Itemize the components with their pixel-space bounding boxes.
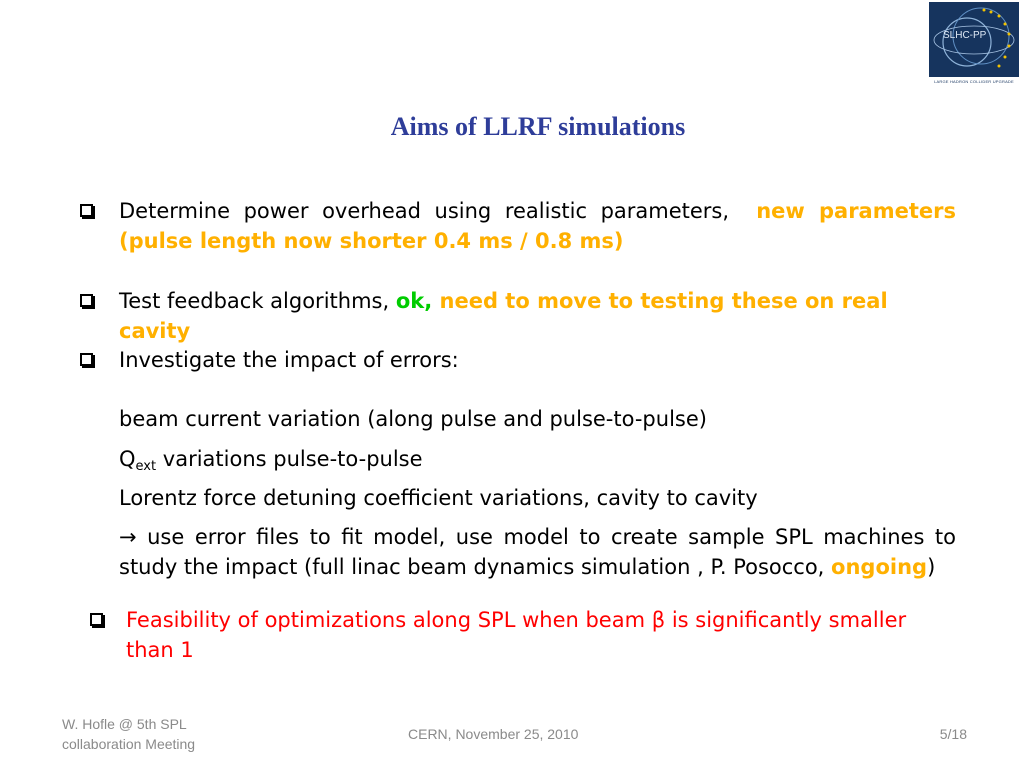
slide-title: Aims of LLRF simulations (390, 112, 686, 141)
sub-item-error-files (119, 522, 956, 582)
highlight-ongoing: ongoing (831, 555, 928, 579)
checkbox-bullet-icon (80, 294, 93, 307)
checkbox-bullet-icon (80, 204, 93, 217)
checkbox-bullet-icon (80, 353, 93, 366)
bullet-errors (80, 345, 956, 375)
highlight-ok: ok, (395, 289, 433, 313)
sub-item-line-1 (119, 522, 956, 552)
bullet-text: Investigate the impact of errors: (119, 348, 459, 372)
bullet-text (119, 196, 956, 256)
logo-caption: LARGE HADRON COLLIDER UPGRADE (929, 77, 1019, 86)
bullet-feedback (80, 286, 956, 346)
checkbox-bullet-icon (90, 613, 103, 626)
q-symbol: Q (119, 447, 136, 471)
highlight-pulse-length: (pulse length now shorter 0.4 ms / 0.8 ms) (119, 229, 624, 253)
logo-graphic-icon (929, 2, 1019, 77)
arrow-right-icon: → (119, 525, 137, 549)
sub-item-text: variations pulse-to-pulse (156, 447, 423, 471)
footer-author-line-1: W. Hofle @ 5th SPL (62, 716, 187, 732)
closing-paren: ) (927, 555, 936, 579)
logo-text: SLHC-PP (943, 30, 987, 41)
bullet-text-part: Feasibility of optimizations along SPL when beam (126, 608, 652, 632)
bullet-text (119, 286, 956, 346)
footer-author-line-2: collaboration Meeting (62, 736, 196, 752)
bullet-text-part: Determine power overhead using realistic parameters, (119, 199, 743, 223)
bullet-text (126, 605, 956, 665)
sub-item-line-2 (119, 552, 956, 582)
footer-author (62, 714, 262, 754)
sub-item-line-text: study the impact (full linac beam dynamics simulation , P. Posocco, (119, 555, 832, 579)
bullet-feasibility (90, 605, 956, 665)
beta-symbol: β (651, 608, 666, 632)
bullet-text-part: is significantly smaller than 1 (126, 608, 907, 662)
slhc-pp-logo (929, 2, 1019, 86)
footer-date: CERN, November 25, 2010 (408, 726, 579, 742)
sub-item-beam-current: beam current variation (along pulse and pulse-to-pulse) (119, 407, 707, 431)
bullet-text-part: Test feedback algorithms, (119, 289, 396, 313)
bullet-power-overhead (80, 196, 956, 256)
sub-item-line-text: use error files to fit model, use model to create sample SPL machines to (136, 525, 956, 549)
sub-item-lorentz: Lorentz force detuning coefficient variations, cavity to cavity (119, 486, 758, 510)
sub-item-qext (119, 444, 956, 482)
page-number: 5/18 (939, 726, 967, 742)
q-subscript: ext (135, 459, 157, 474)
highlight-real-cavity: need to move to testing these on real cavity (119, 289, 888, 343)
highlight-new-parameters: new parameters (756, 199, 956, 223)
